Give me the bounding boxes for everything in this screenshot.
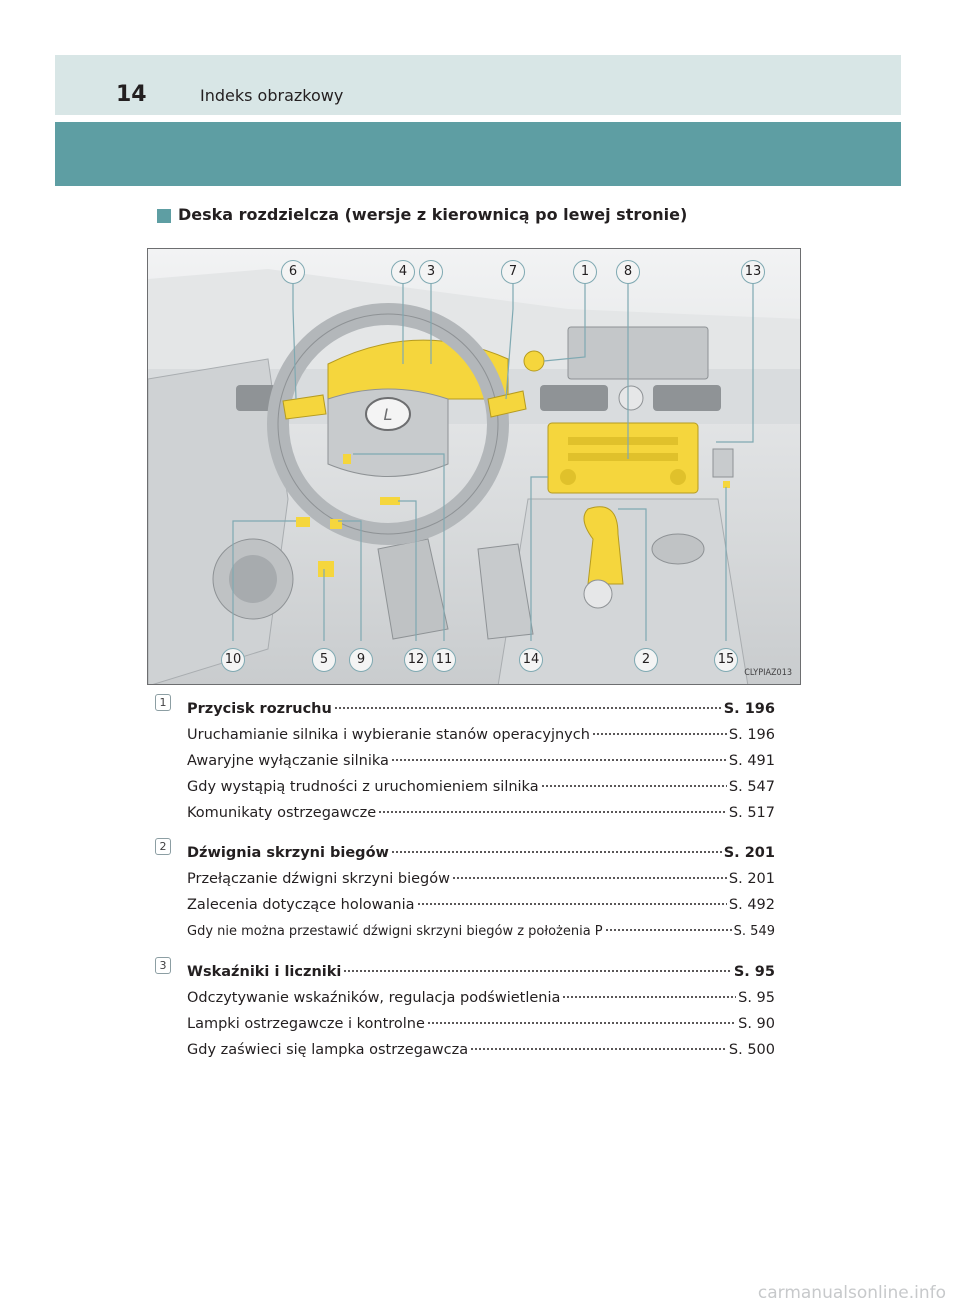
leader-dots: [427, 1008, 736, 1028]
watermark: carmanualsonline.info: [757, 1283, 946, 1303]
leader-dots: [343, 956, 731, 976]
entry-title: Przycisk rozruchu: [187, 701, 332, 717]
sub-entry-page: S. 517: [728, 805, 775, 821]
leader-dots: [334, 693, 722, 713]
entry-number: 3: [155, 957, 171, 974]
callout-7: 7: [501, 260, 525, 284]
leader-dots: [592, 719, 727, 739]
leader-dots: [417, 889, 727, 909]
sub-entry-text: Gdy nie można przestawić dźwigni skrzyni biegów z położenia P: [187, 924, 603, 939]
sub-entry-text: Gdy wystąpią trudności z uruchomieniem silnika: [187, 779, 539, 795]
callout-10: 10: [221, 648, 245, 672]
leader-dots: [378, 797, 727, 817]
section-heading: Deska rozdzielcza (wersje z kierownicą po lewej stronie): [178, 205, 688, 224]
sub-entry-page: S. 95: [738, 990, 775, 1006]
sub-entry[interactable]: [187, 719, 775, 745]
sub-entry[interactable]: [187, 915, 775, 942]
sub-entry-text: Przełączanie dźwigni skrzyni biegów: [187, 871, 450, 887]
entry-page: S. 201: [723, 845, 775, 861]
entry-number: 2: [155, 838, 171, 855]
callout-1: 1: [573, 260, 597, 284]
sub-entry[interactable]: [187, 1008, 775, 1034]
entry-title-line[interactable]: [187, 837, 775, 863]
sub-entry-page: S. 500: [728, 1042, 775, 1058]
leader-dots: [391, 745, 727, 765]
sub-entry-text: Lampki ostrzegawcze i kontrolne: [187, 1016, 425, 1032]
sub-entry-text: Zalecenia dotyczące holowania: [187, 897, 415, 913]
illustration-code: CLYPIAZ013: [744, 668, 792, 678]
sub-entry-text: Uruchamianie silnika i wybieranie stanów operacyjnych: [187, 727, 590, 743]
callout-9: 9: [349, 648, 373, 672]
sub-entry-page: S. 196: [728, 727, 775, 743]
callout-2: 2: [634, 648, 658, 672]
sub-entry-page: S. 491: [728, 753, 775, 769]
callout-11: 11: [432, 648, 456, 672]
leader-dots: [452, 863, 727, 883]
sub-entry-page: S. 549: [733, 924, 775, 939]
index-entry: [155, 837, 775, 942]
callout-4: 4: [391, 260, 415, 284]
entry-title: Dźwignia skrzyni biegów: [187, 845, 389, 861]
sub-entry-text: Awaryjne wyłączanie silnika: [187, 753, 389, 769]
sub-entry[interactable]: [187, 797, 775, 823]
callout-14: 14: [519, 648, 543, 672]
callout-3: 3: [419, 260, 443, 284]
sub-entry[interactable]: [187, 1034, 775, 1060]
entry-number: 1: [155, 694, 171, 711]
leader-dots: [470, 1034, 727, 1054]
sub-entry[interactable]: [187, 863, 775, 889]
sub-entry-text: Odczytywanie wskaźników, regulacja podświetlenia: [187, 990, 561, 1006]
callout-12: 12: [404, 648, 428, 672]
callout-15: 15: [714, 648, 738, 672]
leader-dots: [562, 982, 736, 1002]
entry-title-line[interactable]: [187, 693, 775, 719]
header-band: [55, 122, 901, 186]
entry-title: Wskaźniki i liczniki: [187, 964, 342, 980]
index-entries: [155, 693, 775, 1074]
sub-entry-text: Gdy zaświeci się lampka ostrzegawcza: [187, 1042, 469, 1058]
entry-title-line[interactable]: [187, 956, 775, 982]
callout-13: 13: [741, 260, 765, 284]
header-bar: [55, 55, 901, 115]
entry-page: S. 95: [733, 964, 775, 980]
sub-entry-text: Komunikaty ostrzegawcze: [187, 805, 377, 821]
index-entry: [155, 956, 775, 1060]
section-title: Indeks obrazkowy: [200, 86, 344, 105]
leader-dots: [541, 771, 727, 791]
svg-text:L: L: [383, 405, 393, 424]
callout-8: 8: [616, 260, 640, 284]
leader-dots: [605, 915, 732, 935]
index-entry: [155, 693, 775, 823]
page-number: 14: [116, 82, 147, 107]
section-marker-icon: [157, 209, 171, 223]
sub-entry[interactable]: [187, 889, 775, 915]
sub-entry-page: S. 492: [728, 897, 775, 913]
callout-6: 6: [281, 260, 305, 284]
leader-dots: [391, 837, 722, 857]
sub-entry-page: S. 201: [728, 871, 775, 887]
sub-entry-page: S. 547: [728, 779, 775, 795]
callout-5: 5: [312, 648, 336, 672]
sub-entry[interactable]: [187, 771, 775, 797]
entry-page: S. 196: [723, 701, 775, 717]
sub-entry-page: S. 90: [738, 1016, 775, 1032]
dashboard-illustration: [147, 248, 801, 685]
sub-entry[interactable]: [187, 982, 775, 1008]
dashboard-drawing: [148, 249, 801, 685]
sub-entry[interactable]: [187, 745, 775, 771]
